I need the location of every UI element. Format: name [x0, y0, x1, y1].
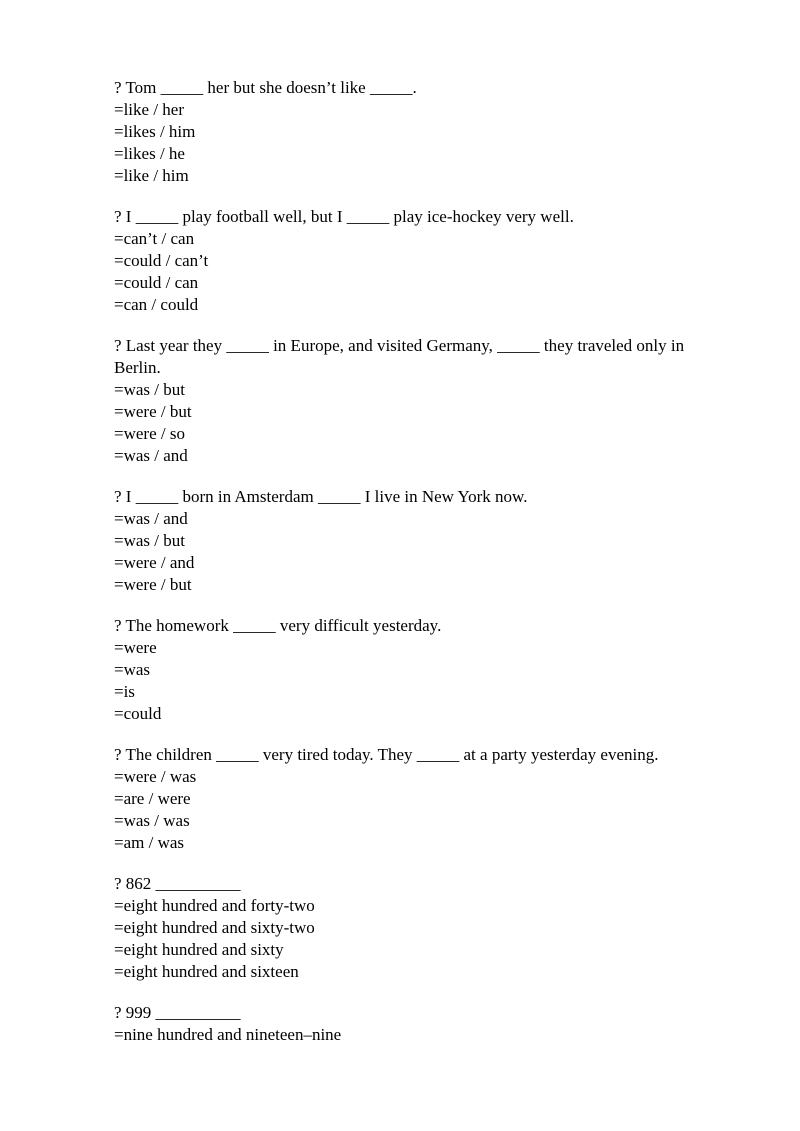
answer-option: =were / was	[114, 767, 197, 786]
answer-option: =like / her	[114, 100, 185, 119]
answer-option: =like / him	[114, 166, 189, 185]
question-block	[114, 206, 734, 316]
question-block	[114, 615, 734, 725]
question-text: ? 999 __________	[114, 1003, 241, 1022]
answer-option: =could	[114, 704, 162, 723]
question-text: ? The homework _____ very difficult yesterday.	[114, 616, 442, 635]
answer-option: =were / so	[114, 424, 185, 443]
answer-option: =am / was	[114, 833, 185, 852]
question-text: ? I _____ play football well, but I _____ play ice-hockey very well.	[114, 207, 574, 226]
answer-option: =were / and	[114, 553, 195, 572]
question-text: ? 862 __________	[114, 874, 241, 893]
question-text: ? The children _____ very tired today. They _____ at a party yesterday evening.	[114, 745, 659, 764]
answer-option: =eight hundred and sixteen	[114, 962, 299, 981]
answer-option: =was / but	[114, 531, 185, 550]
question-block	[114, 873, 734, 983]
document-page	[114, 77, 734, 1065]
answer-option: =were / but	[114, 402, 192, 421]
question-text: ? I _____ born in Amsterdam _____ I live in New York now.	[114, 487, 528, 506]
answer-option: =can’t / can	[114, 229, 195, 248]
answer-option: =could / can	[114, 273, 199, 292]
answer-option: =were	[114, 638, 157, 657]
answer-option: =is	[114, 682, 135, 701]
answer-option: =can / could	[114, 295, 199, 314]
answer-option: =likes / he	[114, 144, 185, 163]
answer-option: =were / but	[114, 575, 192, 594]
question-block	[114, 335, 734, 467]
question-block	[114, 1002, 734, 1046]
question-text: ? Last year they _____ in Europe, and visited Germany, _____ they traveled only in Berlin.	[114, 336, 689, 377]
answer-option: =eight hundred and forty-two	[114, 896, 315, 915]
answer-option: =was	[114, 660, 151, 679]
answer-option: =was / was	[114, 811, 190, 830]
answer-option: =was / and	[114, 446, 188, 465]
question-block	[114, 486, 734, 596]
question-block	[114, 744, 734, 854]
answer-option: =was / but	[114, 380, 185, 399]
answer-option: =likes / him	[114, 122, 196, 141]
answer-option: =eight hundred and sixty-two	[114, 918, 315, 937]
answer-option: =nine hundred and nineteen–nine	[114, 1025, 342, 1044]
question-text: ? Tom _____ her but she doesn’t like _____.	[114, 78, 417, 97]
answer-option: =was / and	[114, 509, 188, 528]
answer-option: =eight hundred and sixty	[114, 940, 284, 959]
answer-option: =are / were	[114, 789, 191, 808]
question-block	[114, 77, 734, 187]
answer-option: =could / can’t	[114, 251, 209, 270]
